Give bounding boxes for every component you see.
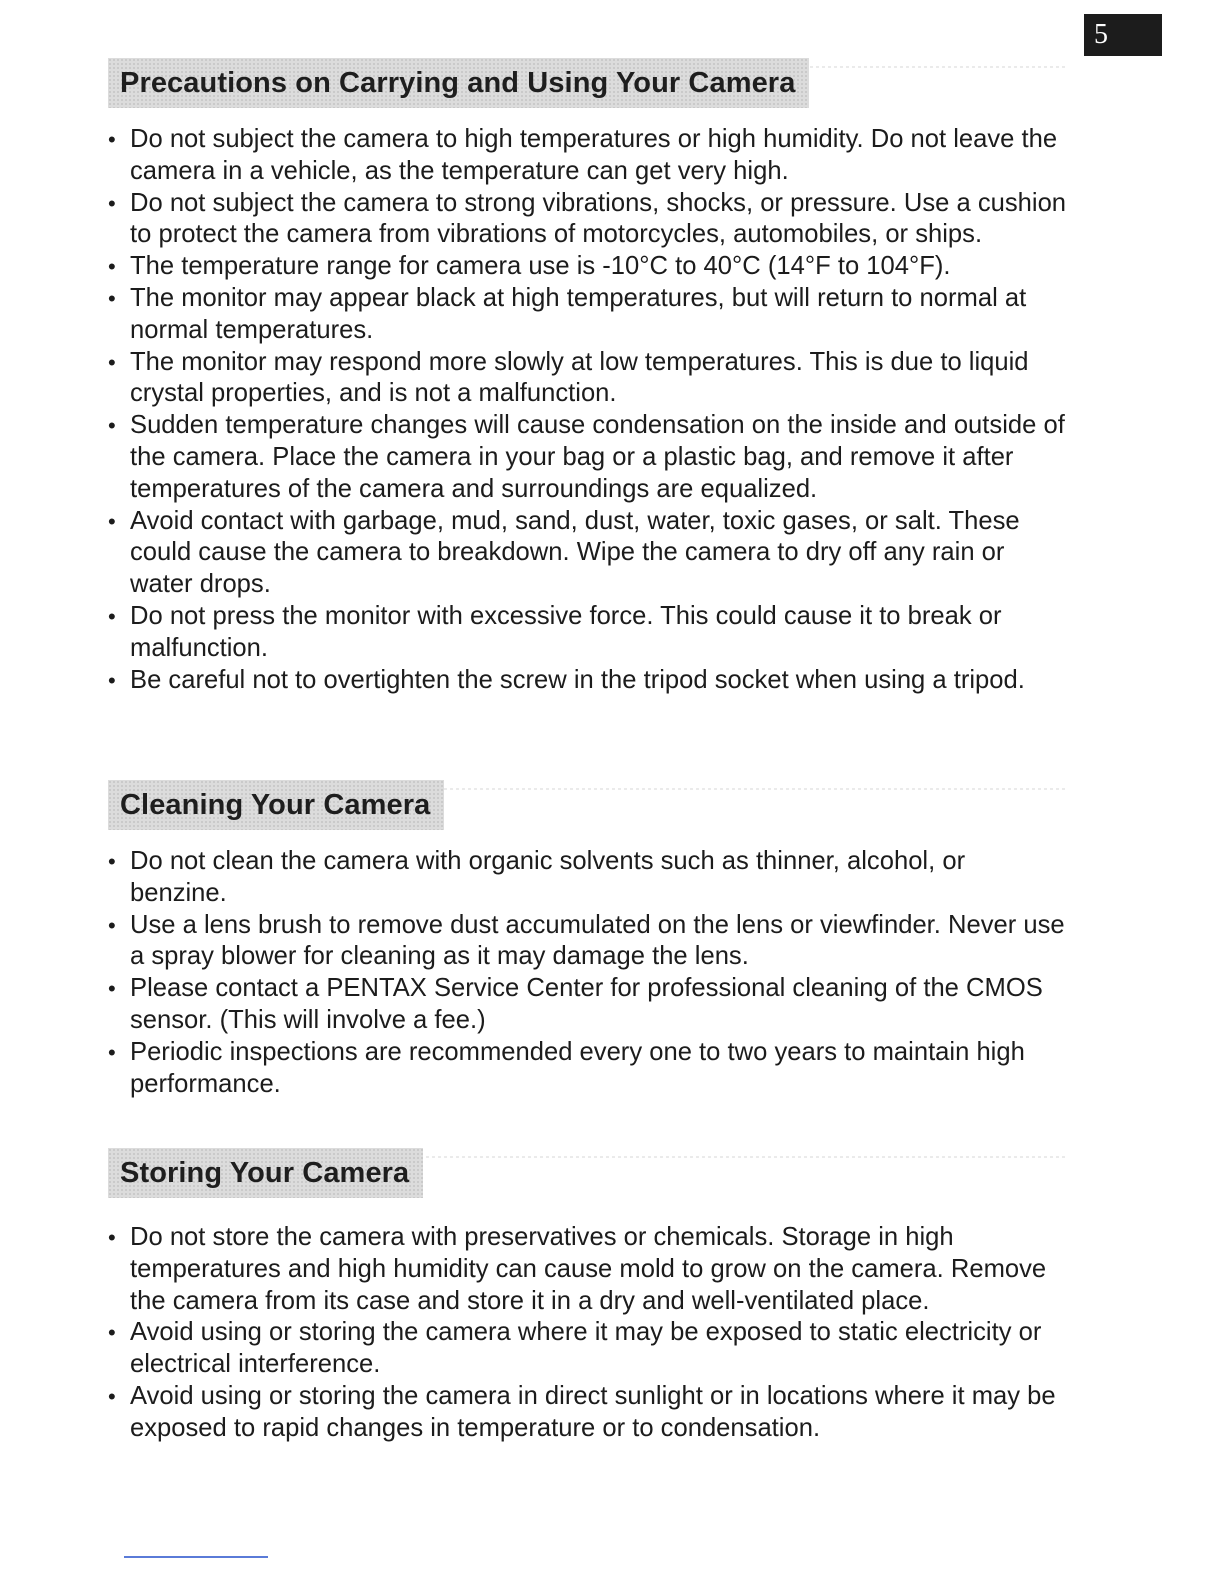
list-item-text: Please contact a PENTAX Service Center for professional cleaning of the CMOS sensor. (This will involve a fee.) [130,974,1043,1034]
list-item [108,283,1068,347]
list-item [108,601,1068,665]
section-title-box [108,780,444,830]
bullet-icon: • [108,1383,116,1409]
list-item [108,188,1068,252]
section-title: Precautions on Carrying and Using Your Camera [120,66,796,99]
bullet-icon: • [108,1039,116,1065]
bullet-icon: • [108,349,116,375]
list-item-text: Sudden temperature changes will cause condensation on the inside and outside of the camera. Place the camera in your bag or a plastic bag, and remove it after temperatures of the camera and surroundings are equalized. [130,411,1065,503]
bullet-icon: • [108,976,116,1002]
bullet-icon: • [108,413,116,439]
bullet-icon: • [108,667,116,693]
list-item [108,665,1068,697]
section-header [108,1148,1068,1198]
list-item [108,973,1068,1037]
bullet-icon: • [108,912,116,938]
list-item-text: Use a lens brush to remove dust accumulated on the lens or viewfinder. Never use a spray blower for cleaning as it may damage the lens. [130,910,1065,971]
list-item [108,1317,1068,1381]
list-item [108,506,1068,601]
list-item-text: The monitor may respond more slowly at low temperatures. This is due to liquid crystal properties, and is not a malfunction. [130,347,1029,408]
bullet-icon: • [108,603,116,629]
section-header [108,780,1068,830]
list-item-text: Do not press the monitor with excessive force. This could cause it to break or malfunction. [130,601,1002,662]
list-item [108,1222,1068,1317]
list-item-text: Do not subject the camera to high temperatures or high humidity. Do not leave the camera in a vehicle, as the temperature can get very high. [130,125,1058,185]
section-precautions [108,58,1068,696]
page-number: 5 [1084,14,1162,56]
list-item [108,1381,1068,1445]
list-item-text: Do not clean the camera with organic solvents such as thinner, alcohol, or benzine. [130,847,966,907]
list-item [108,910,1068,974]
section-header [108,58,1068,108]
section-title: Storing Your Camera [120,1156,410,1189]
section-title-box [108,1148,423,1198]
bullet-icon: • [108,127,116,152]
section-cleaning [108,780,1068,1100]
list-item-text: Be careful not to overtighten the screw in the tripod socket when using a tripod. [130,665,1025,694]
section-title: Cleaning Your Camera [120,788,431,821]
bullet-icon: • [108,1225,116,1250]
list-item-text: Do not subject the camera to strong vibrations, shocks, or pressure. Use a cushion to protect the camera from vibrations of motorcycles, automobiles, or ships. [130,188,1067,249]
list-item-text: Do not store the camera with preservatives or chemicals. Storage in high temperatures and high humidity can cause mold to grow on the camera. Remove the camera from its case and store it in a dry and well-ventilated place. [130,1223,1047,1315]
bullet-list [108,846,1068,1100]
bullet-list [108,1222,1068,1445]
section-storing [108,1148,1068,1445]
list-item [108,1037,1068,1101]
bullet-icon: • [108,190,116,216]
bullet-icon: • [108,285,116,311]
list-item [108,846,1068,910]
list-item-text: Avoid using or storing the camera where it may be exposed to static electricity or electrical interference. [130,1318,1042,1379]
bullet-icon: • [108,254,116,280]
bullet-icon: • [108,1320,116,1346]
bullet-list [108,124,1068,696]
bullet-icon: • [108,849,116,874]
list-item-text: Avoid contact with garbage, mud, sand, dust, water, toxic gases, or salt. These could cause the camera to breakdown. Wipe the camera to dry off any rain or water drops. [130,506,1020,599]
list-item [108,347,1068,411]
bullet-icon: • [108,508,116,534]
list-item [108,410,1068,505]
list-item [108,251,1068,283]
list-item-text: Avoid using or storing the camera in direct sunlight or in locations where it may be exposed to rapid changes in temperature or to condensation. [130,1381,1056,1442]
list-item-text: Periodic inspections are recommended every one to two years to maintain high performance. [130,1037,1025,1098]
list-item [108,124,1068,188]
footer-rule [124,1556,268,1558]
list-item-text: The temperature range for camera use is -10°C to 40°C (14°F to 104°F). [130,252,951,281]
list-item-text: The monitor may appear black at high temperatures, but will return to normal at normal temperatures. [130,283,1027,344]
section-title-box [108,58,809,108]
